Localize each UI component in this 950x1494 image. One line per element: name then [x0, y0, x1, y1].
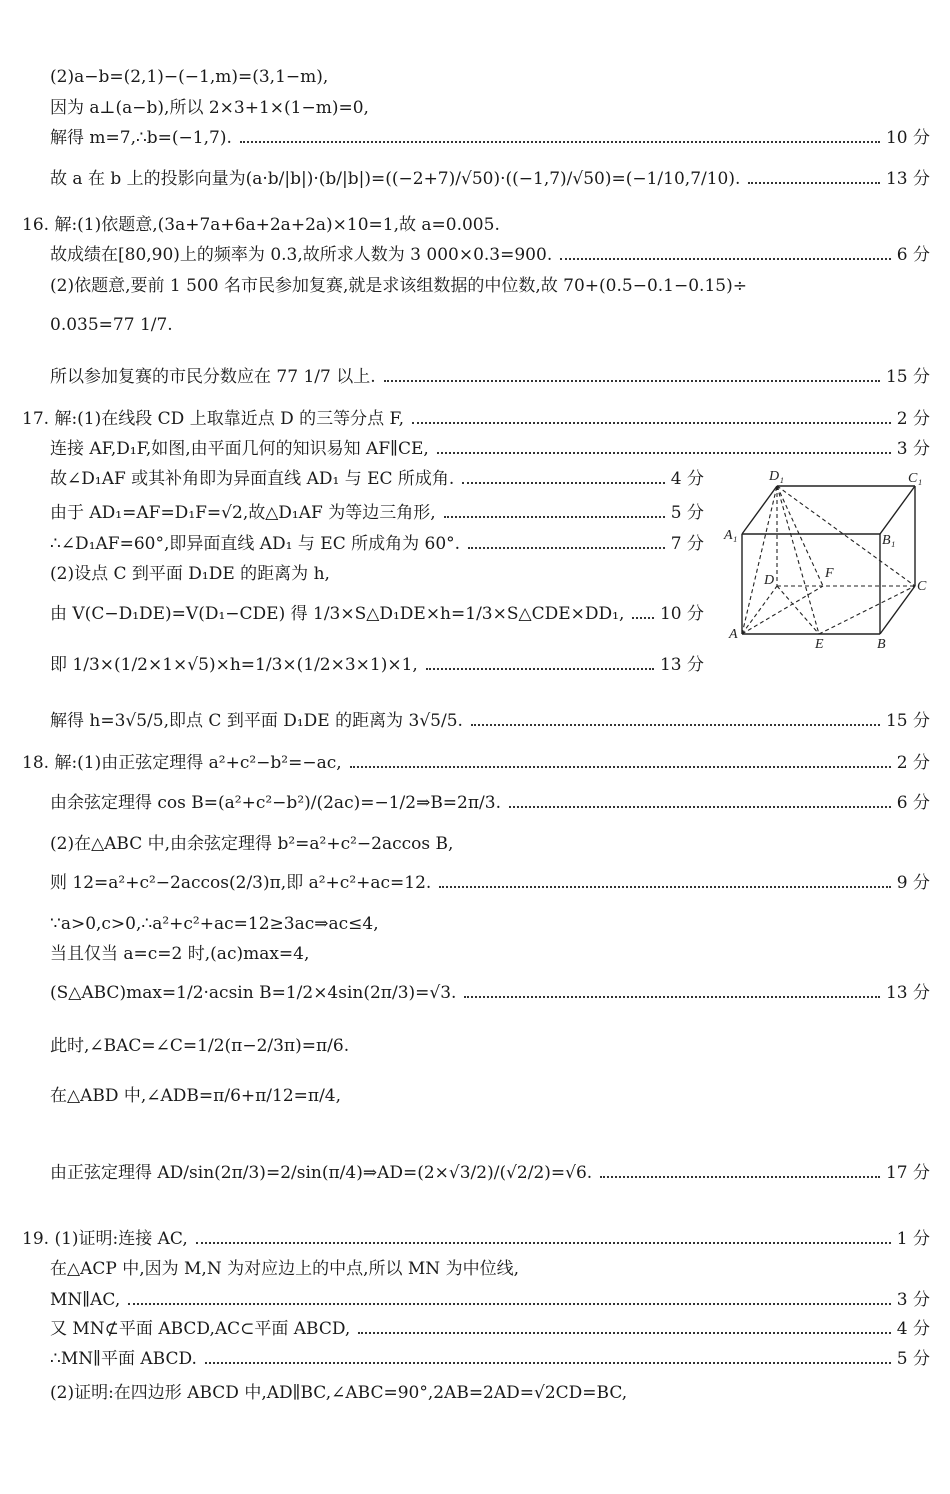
dot-leader [471, 724, 880, 726]
label-c1: C₁ [908, 471, 923, 486]
label-f: F [825, 566, 834, 581]
dot-leader [560, 258, 891, 260]
score: 10 分 [659, 604, 704, 624]
score: 17 分 [885, 1163, 930, 1183]
p15-line-3 [50, 127, 930, 149]
text: 故∠D₁AF 或其补角即为异面直线 AD₁ 与 EC 所成角. [50, 469, 455, 489]
score: 6 分 [896, 793, 930, 813]
label-b1: B₁ [882, 533, 896, 548]
text: 连接 AF,D₁F,如图,由平面几何的知识易知 AF∥CE, [50, 439, 429, 459]
p18-line-2 [50, 792, 930, 814]
p19-line-5 [50, 1348, 930, 1370]
label-b: B [877, 637, 886, 652]
segment-d1e [777, 486, 819, 634]
p19-line-4 [50, 1318, 930, 1340]
text: 17. 解:(1)在线段 CD 上取靠近点 D 的三等分点 F, [22, 409, 405, 429]
dot-leader [468, 547, 665, 549]
score: 4 分 [896, 1319, 930, 1339]
p19-line-6: (2)证明:在四边形 ABCD 中,AD∥BC,∠ABC=90°,2AB=2AD=√2CD=BC, [50, 1383, 628, 1403]
text: 18. 解:(1)由正弦定理得 a²+c²−b²=−ac, [22, 753, 342, 773]
label-a1: A₁ [724, 528, 738, 543]
score: 10 分 [885, 128, 930, 148]
p18-line-7 [50, 982, 930, 1004]
score: 5 分 [896, 1349, 930, 1369]
score: 3 分 [896, 1290, 930, 1310]
text: 解得 h=3√5/5,即点 C 到平面 D₁DE 的距离为 3√5/5. [50, 711, 463, 731]
label-e: E [815, 637, 824, 652]
text: 故成绩在[80,90)上的频率为 0.3,故所求人数为 3 000×0.3=900. [50, 245, 553, 265]
text: ∴∠D₁AF=60°,即异面直线 AD₁ 与 EC 所成角为 60°. [50, 534, 461, 554]
p18-line-5: ∵a>0,c>0,∴a²+c²+ac=12≥3ac⇒ac≤4, [50, 914, 379, 934]
score: 13 分 [659, 655, 704, 675]
text: 又 MN⊄平面 ABCD,AC⊂平面 ABCD, [50, 1319, 351, 1339]
p19-line-1 [22, 1228, 930, 1250]
score: 5 分 [670, 503, 704, 523]
segment-ad1 [742, 486, 777, 634]
score: 15 分 [885, 711, 930, 731]
dot-leader [240, 141, 880, 143]
text: 故 a 在 b 上的投影向量为(a·b/|b|)·(b/|b|)=((−2+7)/√50)·((−1,7)/√50)=(−1/10,7/10). [50, 169, 741, 189]
p16-line-1: 16. 解:(1)依题意,(3a+7a+6a+2a+2a)×10=1,故 a=0.005. [22, 215, 500, 235]
dot-leader [350, 766, 891, 768]
p15-line-1: (2)a−b=(2,1)−(−1,m)=(3,1−m), [50, 67, 329, 87]
p17-line-6: (2)设点 C 到平面 D₁DE 的距离为 h, [50, 564, 330, 584]
dot-leader [462, 482, 664, 484]
text: 即 1/3×(1/2×1×√5)×h=1/3×(1/2×3×1)×1, [50, 655, 418, 675]
p18-line-10 [50, 1162, 930, 1184]
text: (S△ABC)max=1/2·acsin B=1/2×4sin(2π/3)=√3. [50, 983, 457, 1003]
text: 由余弦定理得 cos B=(a²+c²−b²)/(2ac)=−1/2⇒B=2π/3. [50, 793, 501, 813]
score: 2 分 [896, 753, 930, 773]
text: 由于 AD₁=AF=D₁F=√2,故△D₁AF 为等边三角形, [50, 503, 436, 523]
p17-line-4 [50, 502, 704, 524]
p17-line-1 [22, 408, 930, 430]
p19-line-2: 在△ACP 中,因为 M,N 为对应边上的中点,所以 MN 为中位线, [50, 1259, 519, 1279]
score: 6 分 [896, 245, 930, 265]
dot-leader [426, 668, 654, 670]
dot-leader [384, 380, 880, 382]
p19-line-3 [50, 1289, 930, 1311]
dot-leader [196, 1242, 891, 1244]
p17-line-5 [50, 533, 704, 555]
score: 3 分 [896, 439, 930, 459]
score: 4 分 [670, 469, 704, 489]
dot-leader [205, 1362, 891, 1364]
text: 则 12=a²+c²−2accos(2/3)π,即 a²+c²+ac=12. [50, 873, 432, 893]
p17-line-2 [50, 438, 930, 460]
segment-d1f [777, 486, 823, 586]
text: 所以参加复赛的市民分数应在 77 1/7 以上. [50, 367, 376, 387]
dot-leader [600, 1176, 880, 1178]
text: MN∥AC, [50, 1290, 121, 1310]
p17-line-9 [50, 710, 930, 732]
dot-leader [437, 452, 891, 454]
p16-line-5 [50, 366, 930, 388]
cube-figure [722, 466, 927, 652]
score: 2 分 [896, 409, 930, 429]
dot-leader [358, 1332, 890, 1334]
p18-line-4 [50, 872, 930, 894]
edge-bc [880, 586, 915, 634]
score: 15 分 [885, 367, 930, 387]
text: 由正弦定理得 AD/sin(2π/3)=2/sin(π/4)⇒AD=(2×√3/2)/(√2/2)=√6. [50, 1163, 593, 1183]
score: 7 分 [670, 534, 704, 554]
edge-b1c1 [880, 486, 915, 534]
p15-line-4 [50, 168, 930, 190]
label-d: D [764, 573, 775, 588]
text: 解得 m=7,∴b=(−1,7). [50, 128, 232, 148]
segment-ec [819, 586, 915, 634]
label-c: C [917, 579, 927, 594]
p18-line-1 [22, 752, 930, 774]
score: 9 分 [896, 873, 930, 893]
segment-af [742, 586, 823, 634]
label-d1: D₁ [769, 469, 784, 484]
dot-leader [128, 1303, 891, 1305]
p16-line-4: 0.035=77 1/7. [50, 315, 173, 335]
p15-line-2: 因为 a⊥(a−b),所以 2×3+1×(1−m)=0, [50, 98, 369, 118]
score: 13 分 [885, 983, 930, 1003]
p17-line-3 [50, 468, 704, 490]
p17-line-8 [50, 654, 704, 676]
dot-leader [632, 617, 654, 619]
dot-leader [444, 516, 665, 518]
dot-leader [509, 806, 891, 808]
p18-line-8: 此时,∠BAC=∠C=1/2(π−2/3π)=π/6. [50, 1036, 350, 1056]
p16-line-2 [50, 244, 930, 266]
score: 13 分 [885, 169, 930, 189]
text: 由 V(C−D₁DE)=V(D₁−CDE) 得 1/3×S△D₁DE×h=1/3×S△CDE×DD₁, [50, 604, 625, 624]
p18-line-9: 在△ABD 中,∠ADB=π/6+π/12=π/4, [50, 1086, 342, 1106]
p17-line-7 [50, 603, 704, 625]
p18-line-3: (2)在△ABC 中,由余弦定理得 b²=a²+c²−2accos B, [50, 834, 454, 854]
label-a: A [729, 627, 738, 642]
p16-line-3: (2)依题意,要前 1 500 名市民参加复赛,就是求该组数据的中位数,故 70+(0.5−0.1−0.15)÷ [50, 276, 747, 296]
score: 1 分 [896, 1229, 930, 1249]
dot-leader [412, 422, 891, 424]
text: ∴MN∥平面 ABCD. [50, 1349, 197, 1369]
text: 19. (1)证明:连接 AC, [22, 1229, 188, 1249]
dot-leader [464, 996, 879, 998]
dot-leader [439, 886, 890, 888]
p18-line-6: 当且仅当 a=c=2 时,(ac)max=4, [50, 944, 310, 964]
dot-leader [748, 182, 880, 184]
